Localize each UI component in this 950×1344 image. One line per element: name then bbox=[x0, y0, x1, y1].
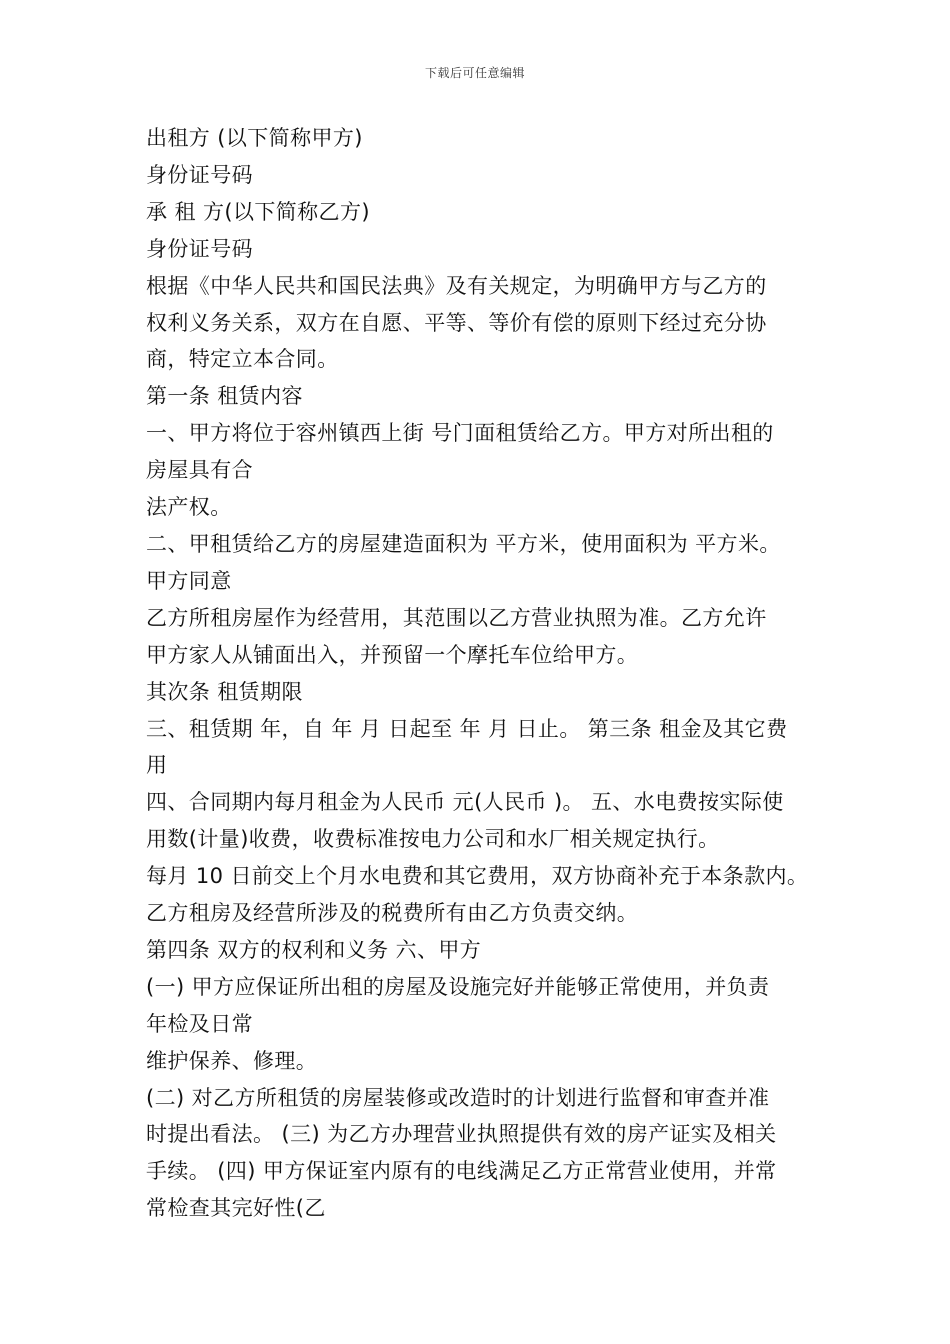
section-heading: 其次条 租赁期限 bbox=[146, 679, 303, 704]
text-line: 乙方所租房屋作为经营用，其范围以乙方营业执照为准。乙方允许 bbox=[146, 605, 767, 630]
text-line: 出租方 (以下简称甲方) bbox=[146, 126, 363, 150]
text-line: 用数(计量)收费，收费标准按电力公司和水厂相关规定执行。 bbox=[146, 827, 720, 852]
text-line: 法产权。 bbox=[146, 495, 232, 520]
text-line: 商，特定立本合同。 bbox=[146, 347, 339, 372]
text-line: 二、甲租赁给乙方的房屋建造面积为 平方米，使用面积为 平方米。 bbox=[146, 531, 781, 556]
text-line: 甲方同意 bbox=[146, 568, 232, 593]
text-line: 三、租赁期 年，自 年 月 日起至 年 月 日止。 第三条 租金及其它费 bbox=[146, 716, 788, 741]
page-header-note: 下载后可任意编辑 bbox=[424, 66, 525, 80]
section-heading: 第四条 双方的权利和义务 六、甲方 bbox=[146, 937, 482, 962]
text-line: 时提出看法。 (三) 为乙方办理营业执照提供有效的房产证实及相关 bbox=[146, 1122, 777, 1147]
text-line: 身份证号码 bbox=[146, 162, 253, 187]
text-line: 一、甲方将位于容州镇西上街 号门面租赁给乙方。甲方对所出租的 bbox=[146, 421, 774, 446]
text-line: 年检及日常 bbox=[146, 1011, 253, 1036]
text-line: 四、合同期内每月租金为人民币 元(人民币 )。 五、水电费按实际使 bbox=[146, 790, 784, 815]
text-line: 手续。 (四) 甲方保证室内原有的电线满足乙方正常营业使用，并常 bbox=[146, 1159, 777, 1184]
section-heading: 第一条 租赁内容 bbox=[146, 384, 303, 409]
text-line: 房屋具有合 bbox=[146, 458, 253, 483]
text-line: 根据《中华人民共和国民法典》及有关规定，为明确甲方与乙方的 bbox=[146, 273, 767, 298]
text-line: 身份证号码 bbox=[146, 236, 253, 261]
text-line: 用 bbox=[146, 753, 168, 778]
text-line: 维护保养、修理。 bbox=[146, 1048, 318, 1073]
text-line: 乙方租房及经营所涉及的税费所有由乙方负责交纳。 bbox=[146, 901, 639, 926]
text-line: 甲方家人从铺面出入，并预留一个摩托车位给甲方。 bbox=[146, 642, 639, 667]
text-line: 常检查其完好性(乙 bbox=[146, 1196, 326, 1221]
text-line: 权利义务关系，双方在自愿、平等、等价有偿的原则下经过充分协 bbox=[146, 310, 767, 335]
text-line: (一) 甲方应保证所出租的房屋及设施完好并能够正常使用，并负责 bbox=[146, 974, 770, 999]
text-line: 承 租 方(以下简称乙方) bbox=[146, 199, 370, 224]
text-line: (二) 对乙方所租赁的房屋装修或改造时的计划进行监督和审查并准 bbox=[146, 1085, 770, 1110]
text-line: 每月 10 日前交上个月水电费和其它费用，双方协商补充于本条款内。 bbox=[146, 864, 809, 889]
contract-body bbox=[146, 120, 826, 1227]
